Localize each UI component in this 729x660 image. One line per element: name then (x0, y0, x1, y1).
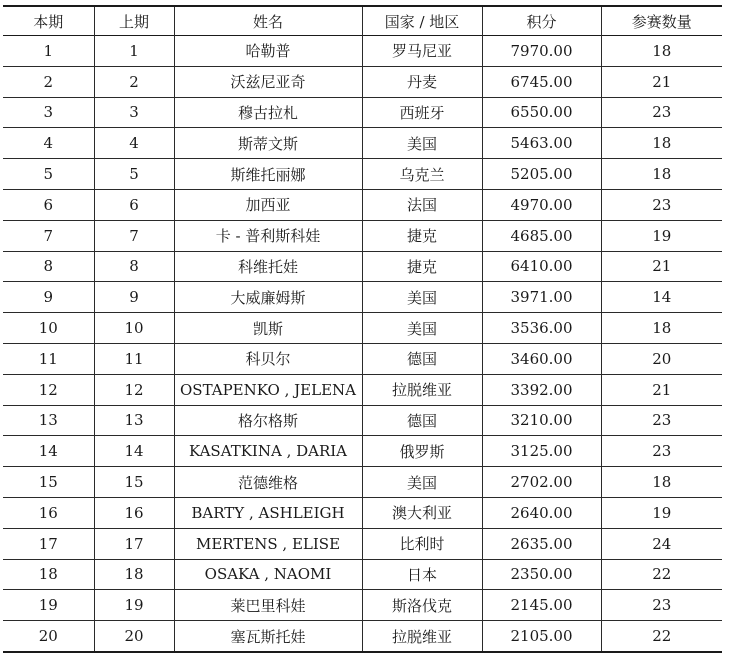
cell-country: 美国 (362, 282, 482, 313)
table-row (3, 251, 722, 282)
table-row (3, 374, 722, 405)
cell-points: 2635.00 (482, 528, 601, 559)
table-row (3, 405, 722, 436)
cell-country: 日本 (362, 559, 482, 590)
cell-previous-rank: 16 (94, 497, 174, 528)
cell-current-rank: 6 (43, 195, 54, 214)
cell-country: 德国 (362, 343, 482, 374)
cell-name: 格尔格斯 (174, 405, 362, 436)
cell-points: 2350.00 (482, 559, 601, 590)
cell-tournaments: 18 (601, 36, 722, 67)
cell-current-rank: 13 (38, 411, 58, 430)
cell-tournaments: 23 (601, 405, 722, 436)
header-name: 姓名 (174, 6, 362, 36)
cell-previous-rank: 1 (94, 36, 174, 67)
cell-current-rank: 1 (43, 41, 54, 60)
cell-name: 凯斯 (174, 313, 362, 344)
table-row (3, 36, 722, 67)
header-points: 积分 (482, 6, 601, 36)
header-previous-rank: 上期 (94, 6, 174, 36)
cell-tournaments: 19 (601, 497, 722, 528)
cell-country: 俄罗斯 (362, 436, 482, 467)
cell-country: 美国 (362, 467, 482, 498)
cell-country: 乌克兰 (362, 159, 482, 190)
cell-country: 西班牙 (362, 97, 482, 128)
cell-tournaments: 14 (601, 282, 722, 313)
cell-name: OSTAPENKO , JELENA (174, 374, 362, 405)
cell-points: 3210.00 (482, 405, 601, 436)
cell-points: 7970.00 (482, 36, 601, 67)
cell-tournaments: 21 (601, 374, 722, 405)
cell-name: MERTENS , ELISE (174, 528, 362, 559)
header-country: 国家 / 地区 (362, 6, 482, 36)
cell-current-rank: 17 (38, 534, 58, 553)
cell-previous-rank: 7 (94, 220, 174, 251)
cell-points: 2640.00 (482, 497, 601, 528)
table-row (3, 220, 722, 251)
table-row (3, 528, 722, 559)
table-header (3, 6, 722, 36)
cell-country: 斯洛伐克 (362, 590, 482, 621)
table-row (3, 128, 722, 159)
cell-current-rank: 14 (38, 442, 58, 461)
header-current-rank: 本期 (33, 12, 64, 31)
cell-name: 沃兹尼亚奇 (174, 66, 362, 97)
cell-name: 穆古拉札 (174, 97, 362, 128)
cell-previous-rank: 8 (94, 251, 174, 282)
cell-points: 3536.00 (482, 313, 601, 344)
table-row (3, 436, 722, 467)
table-row (3, 497, 722, 528)
cell-current-rank: 2 (43, 72, 54, 91)
cell-country: 美国 (362, 313, 482, 344)
cell-previous-rank: 11 (94, 343, 174, 374)
cell-tournaments: 18 (601, 128, 722, 159)
cell-tournaments: 21 (601, 251, 722, 282)
cell-tournaments: 18 (601, 467, 722, 498)
cell-previous-rank: 5 (94, 159, 174, 190)
cell-name: 加西亚 (174, 189, 362, 220)
cell-country: 拉脱维亚 (362, 374, 482, 405)
table-row (3, 159, 722, 190)
cell-current-rank: 16 (38, 503, 58, 522)
cell-name: 科贝尔 (174, 343, 362, 374)
table-row (3, 559, 722, 590)
cell-name: BARTY , ASHLEIGH (174, 497, 362, 528)
cell-current-rank: 18 (38, 565, 58, 584)
cell-previous-rank: 20 (94, 621, 174, 652)
cell-tournaments: 22 (601, 559, 722, 590)
table-row (3, 189, 722, 220)
cell-previous-rank: 18 (94, 559, 174, 590)
cell-name: 斯蒂文斯 (174, 128, 362, 159)
cell-country: 比利时 (362, 528, 482, 559)
header-tournaments: 参赛数量 (601, 6, 722, 36)
table-row (3, 313, 722, 344)
cell-previous-rank: 15 (94, 467, 174, 498)
cell-points: 6745.00 (482, 66, 601, 97)
cell-points: 2105.00 (482, 621, 601, 652)
cell-points: 2702.00 (482, 467, 601, 498)
table-row (3, 97, 722, 128)
cell-points: 3125.00 (482, 436, 601, 467)
cell-previous-rank: 13 (94, 405, 174, 436)
cell-name: 大威廉姆斯 (174, 282, 362, 313)
cell-points: 4970.00 (482, 189, 601, 220)
cell-current-rank: 15 (38, 473, 58, 492)
cell-tournaments: 22 (601, 621, 722, 652)
cell-previous-rank: 12 (94, 374, 174, 405)
cell-current-rank: 7 (43, 226, 54, 245)
cell-name: 科维托娃 (174, 251, 362, 282)
table-row (3, 343, 722, 374)
cell-tournaments: 20 (601, 343, 722, 374)
cell-tournaments: 19 (601, 220, 722, 251)
cell-current-rank: 12 (38, 380, 58, 399)
cell-previous-rank: 17 (94, 528, 174, 559)
cell-country: 法国 (362, 189, 482, 220)
cell-name: OSAKA , NAOMI (174, 559, 362, 590)
ranking-table (3, 5, 722, 653)
table-body (3, 36, 722, 652)
cell-previous-rank: 10 (94, 313, 174, 344)
cell-name: 卡 - 普利斯科娃 (174, 220, 362, 251)
cell-current-rank: 8 (43, 257, 54, 276)
cell-tournaments: 23 (601, 590, 722, 621)
cell-name: 塞瓦斯托娃 (174, 621, 362, 652)
cell-previous-rank: 6 (94, 189, 174, 220)
table-row (3, 621, 722, 652)
cell-tournaments: 24 (601, 528, 722, 559)
cell-name: 斯维托丽娜 (174, 159, 362, 190)
cell-country: 捷克 (362, 220, 482, 251)
cell-name: 莱巴里科娃 (174, 590, 362, 621)
cell-previous-rank: 3 (94, 97, 174, 128)
table-row (3, 590, 722, 621)
cell-points: 6410.00 (482, 251, 601, 282)
cell-points: 3971.00 (482, 282, 601, 313)
cell-current-rank: 20 (38, 627, 58, 646)
cell-points: 4685.00 (482, 220, 601, 251)
cell-tournaments: 18 (601, 313, 722, 344)
table-row (3, 467, 722, 498)
cell-country: 捷克 (362, 251, 482, 282)
table-row (3, 66, 722, 97)
cell-points: 3460.00 (482, 343, 601, 374)
cell-country: 美国 (362, 128, 482, 159)
cell-country: 拉脱维亚 (362, 621, 482, 652)
cell-points: 5463.00 (482, 128, 601, 159)
cell-previous-rank: 4 (94, 128, 174, 159)
cell-current-rank: 11 (38, 349, 58, 368)
cell-current-rank: 5 (43, 165, 54, 184)
cell-name: 范德维格 (174, 467, 362, 498)
table-row (3, 282, 722, 313)
header-row (3, 6, 722, 36)
cell-country: 丹麦 (362, 66, 482, 97)
cell-previous-rank: 2 (94, 66, 174, 97)
cell-current-rank: 4 (43, 134, 54, 153)
cell-current-rank: 10 (38, 319, 58, 338)
cell-tournaments: 21 (601, 66, 722, 97)
cell-previous-rank: 19 (94, 590, 174, 621)
cell-points: 3392.00 (482, 374, 601, 405)
cell-tournaments: 23 (601, 436, 722, 467)
cell-previous-rank: 9 (94, 282, 174, 313)
cell-tournaments: 23 (601, 97, 722, 128)
cell-points: 6550.00 (482, 97, 601, 128)
cell-country: 罗马尼亚 (362, 36, 482, 67)
cell-tournaments: 18 (601, 159, 722, 190)
cell-points: 2145.00 (482, 590, 601, 621)
cell-name: KASATKINA , DARIA (174, 436, 362, 467)
cell-tournaments: 23 (601, 189, 722, 220)
cell-current-rank: 3 (43, 103, 54, 122)
cell-country: 澳大利亚 (362, 497, 482, 528)
cell-current-rank: 9 (43, 288, 54, 307)
cell-country: 德国 (362, 405, 482, 436)
cell-current-rank: 19 (38, 596, 58, 615)
cell-points: 5205.00 (482, 159, 601, 190)
cell-previous-rank: 14 (94, 436, 174, 467)
cell-name: 哈勒普 (174, 36, 362, 67)
